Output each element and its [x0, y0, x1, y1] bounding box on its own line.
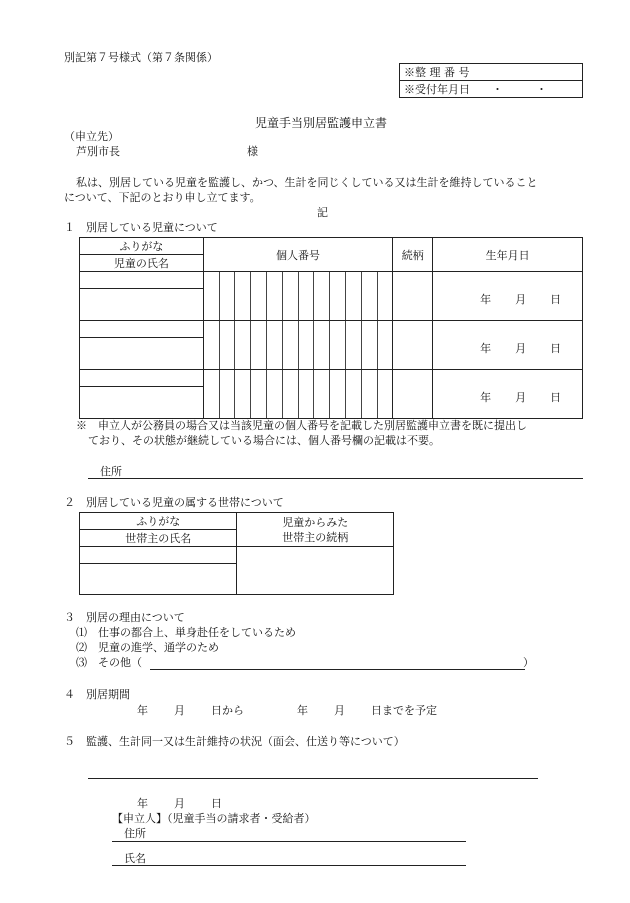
furigana-header: ふりがな	[80, 238, 204, 255]
digit-box[interactable]	[235, 321, 251, 369]
child-furigana-cell[interactable]	[80, 321, 204, 338]
child-table	[79, 237, 583, 419]
address-label-section1: 住所	[100, 465, 122, 478]
household-furigana-header: ふりがな	[80, 513, 237, 530]
reason-close-paren: ）	[523, 656, 534, 669]
my-number-digits	[204, 321, 393, 369]
my-number-header: 個人番号	[203, 238, 393, 272]
child-furigana-cell[interactable]	[80, 272, 204, 289]
digit-box[interactable]	[283, 321, 299, 369]
birthdate-cell[interactable]	[433, 370, 583, 419]
digit-box[interactable]	[346, 321, 362, 369]
digit-box[interactable]	[204, 370, 220, 418]
digit-box[interactable]	[220, 321, 236, 369]
digit-box[interactable]	[362, 272, 378, 320]
addressee-name: 芦別市長	[76, 145, 120, 158]
reason-other-line[interactable]	[150, 669, 525, 670]
digit-box[interactable]	[330, 272, 346, 320]
digit-box[interactable]	[267, 272, 283, 320]
household-relation-header	[237, 513, 394, 547]
section5-heading: ５ 監護、生計同一又は生計維持の状況（面会、仕送り等について）	[64, 735, 405, 748]
my-number-cell[interactable]	[203, 321, 393, 370]
ki-marker: 記	[317, 206, 328, 219]
office-number-label: ※整 理 番 号	[404, 66, 470, 79]
section1-note-line-1: ※ 申立人が公務員の場合又は当該児童の個人番号を記載した別居監護申立書を既に提出し	[76, 419, 527, 432]
digit-box[interactable]	[299, 272, 315, 320]
my-number-digits	[204, 370, 393, 418]
day-label: 日	[550, 342, 562, 355]
section2-heading: ２ 別居している児童の属する世帯について	[64, 496, 284, 509]
household-relation-header-line2: 世帯主の続柄	[282, 530, 349, 544]
household-name-header: 世帯主の氏名	[80, 530, 237, 547]
year-label: 年	[480, 391, 492, 404]
household-furigana-cell[interactable]	[80, 547, 237, 564]
month-label: 月	[515, 293, 527, 306]
digit-box[interactable]	[299, 370, 315, 418]
applicant-label: 【申立人】（児童手当の請求者・受給者）	[112, 812, 316, 825]
child-name-header: 児童の氏名	[80, 255, 204, 272]
status-line[interactable]	[88, 778, 538, 779]
section1-heading: １ 別居している児童について	[64, 221, 218, 234]
my-number-digits	[204, 272, 393, 320]
digit-box[interactable]	[346, 370, 362, 418]
relation-cell[interactable]	[393, 370, 433, 419]
period-to-year: 年	[297, 704, 308, 717]
digit-box[interactable]	[362, 321, 378, 369]
birthdate-header: 生年月日	[433, 238, 583, 272]
addressee-honorific: 様	[247, 145, 258, 158]
form-number: 別記第７号様式（第７条関係）	[64, 51, 218, 64]
digit-box[interactable]	[251, 321, 267, 369]
digit-box[interactable]	[251, 370, 267, 418]
section1-note-line-2: ており、その状態が継続している場合には、個人番号欄の記載は不要。	[88, 434, 440, 447]
relation-cell[interactable]	[393, 321, 433, 370]
digit-box[interactable]	[267, 321, 283, 369]
child-name-cell[interactable]	[80, 387, 204, 419]
year-label: 年	[480, 293, 492, 306]
digit-box[interactable]	[378, 370, 393, 418]
digit-box[interactable]	[314, 321, 330, 369]
period-from-year: 年	[137, 704, 148, 717]
address-line-section1[interactable]	[88, 478, 583, 479]
section3-heading: ３ 別居の理由について	[64, 611, 185, 624]
applicant-name-label: 氏名	[124, 852, 146, 865]
child-name-cell[interactable]	[80, 338, 204, 370]
applicant-date-year: 年	[137, 797, 148, 810]
section4-heading: ４ 別居期間	[64, 688, 130, 701]
digit-box[interactable]	[267, 370, 283, 418]
applicant-date-day: 日	[211, 797, 222, 810]
digit-box[interactable]	[220, 370, 236, 418]
digit-box[interactable]	[314, 370, 330, 418]
applicant-address-label: 住所	[124, 827, 146, 840]
reason-item-2[interactable]: ⑵ 児童の進学、通学のため	[76, 641, 219, 654]
applicant-address-line[interactable]	[112, 841, 466, 842]
digit-box[interactable]	[378, 321, 393, 369]
child-name-cell[interactable]	[80, 289, 204, 321]
office-date-dots: ・ ・	[492, 83, 547, 96]
reason-item-3[interactable]: ⑶ その他（	[76, 656, 142, 669]
my-number-cell[interactable]	[203, 370, 393, 419]
applicant-name-line[interactable]	[112, 865, 466, 866]
digit-box[interactable]	[283, 272, 299, 320]
relation-cell[interactable]	[393, 272, 433, 321]
my-number-cell[interactable]	[203, 272, 393, 321]
relation-header: 続柄	[393, 238, 433, 272]
year-label: 年	[480, 342, 492, 355]
month-label: 月	[515, 391, 527, 404]
office-number-cell	[400, 64, 583, 81]
child-furigana-cell[interactable]	[80, 370, 204, 387]
digit-box[interactable]	[235, 370, 251, 418]
digit-box[interactable]	[235, 272, 251, 320]
day-label: 日	[550, 293, 562, 306]
household-table	[79, 512, 394, 595]
digit-box[interactable]	[204, 321, 220, 369]
digit-box[interactable]	[330, 370, 346, 418]
intro-line-1: 私は、別居している児童を監護し、かつ、生計を同じくしている又は生計を維持していること	[76, 176, 538, 189]
intro-line-2: について、下記のとおり申し立てます。	[64, 191, 261, 204]
digit-box[interactable]	[330, 321, 346, 369]
period-to-month: 月	[334, 704, 345, 717]
digit-box[interactable]	[251, 272, 267, 320]
month-label: 月	[515, 342, 527, 355]
household-relation-cell[interactable]	[237, 547, 394, 595]
digit-box[interactable]	[314, 272, 330, 320]
birthdate-cell[interactable]	[433, 321, 583, 370]
digit-box[interactable]	[362, 370, 378, 418]
applicant-date-month: 月	[174, 797, 185, 810]
digit-box[interactable]	[204, 272, 220, 320]
office-date-label: ※受付年月日	[404, 83, 470, 96]
period-to-day: 日までを予定	[371, 704, 437, 717]
office-use-box	[399, 63, 583, 98]
period-from-month: 月	[174, 704, 185, 717]
household-name-cell[interactable]	[80, 564, 237, 595]
digit-box[interactable]	[220, 272, 236, 320]
digit-box[interactable]	[346, 272, 362, 320]
household-relation-header-line1: 児童からみた	[282, 515, 349, 529]
reason-item-1[interactable]: ⑴ 仕事の都合上、単身赴任をしているため	[76, 626, 296, 639]
period-from-day: 日から	[211, 704, 244, 717]
digit-box[interactable]	[283, 370, 299, 418]
addressee-label: （申立先）	[64, 130, 119, 143]
birthdate-cell[interactable]	[433, 272, 583, 321]
digit-box[interactable]	[299, 321, 315, 369]
office-date-cell	[400, 81, 583, 98]
digit-box[interactable]	[378, 272, 393, 320]
document-title: 児童手当別居監護申立書	[255, 116, 388, 130]
day-label: 日	[550, 391, 562, 404]
